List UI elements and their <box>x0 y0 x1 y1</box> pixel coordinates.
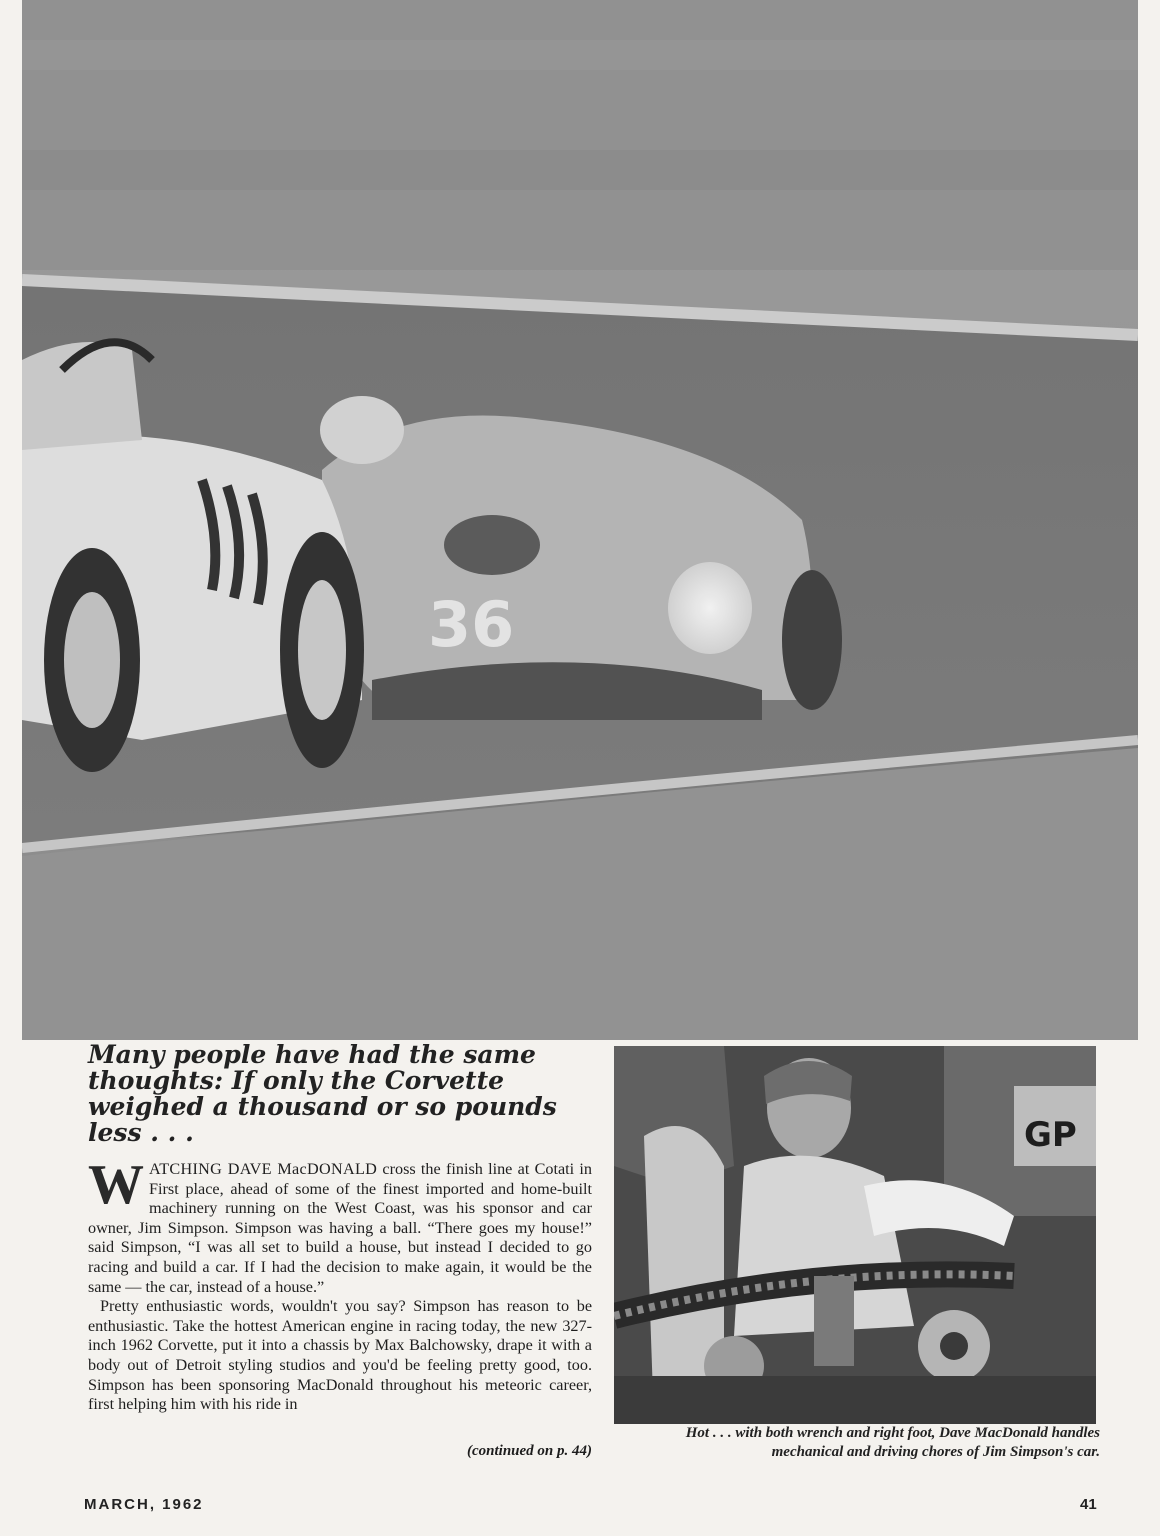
article-headline: Many people have had the same thoughts: If only the Corvette weighed a thousand or so pounds less . . . <box>88 1040 557 1147</box>
paragraph-2: Pretty enthusiastic words, wouldn't you say? Simpson has reason to be enthusiastic. Take the hottest American engine in racing today, the new 327-inch 1962 Corvette, put it into a chassis by Max Balchowsky, drape it with a body out of Detroit styling studios and you'd be feeling pretty good, too. Simpson has been sponsoring MacDonald throughout his meteoric career, first helping him with his ride in <box>88 1297 592 1414</box>
continued-note: (continued on p. 44) <box>466 1443 592 1459</box>
hero-race-photo <box>22 0 1138 1040</box>
lead-in-caps: ATCHING DAVE MacDONALD <box>149 1160 378 1178</box>
race-car-photo-icon <box>22 0 1138 1040</box>
paragraph-1 <box>88 1154 592 1297</box>
gp-sign-text: GP <box>1024 1115 1077 1155</box>
issue-date: MARCH, 1962 <box>84 1496 204 1513</box>
mechanic-photo-icon <box>614 1046 1096 1424</box>
paragraph-1-text: cross the finish line at Cotati in First place, ahead of some of the finest imported and home-built machinery running on the West Coast, was his sponsor and car owner, Jim Simpson. Simpson was having a ball. “There goes my house!” said Simpson, “I was all set to build a house, but instead I decided to go racing and build a car. If I had the decision to make again, it would be the same — the car, instead of a house.” <box>88 1160 592 1296</box>
article-body <box>88 1154 592 1415</box>
photo-caption: Hot . . . with both wrench and right foot, Dave MacDonald handles mechanical and driving chores of Jim Simpson's car. <box>685 1425 1100 1460</box>
car-number-text: 36 <box>428 588 515 661</box>
drop-cap: W <box>88 1154 144 1216</box>
mechanic-photo <box>614 1046 1096 1424</box>
page-number: 41 <box>1080 1496 1097 1513</box>
